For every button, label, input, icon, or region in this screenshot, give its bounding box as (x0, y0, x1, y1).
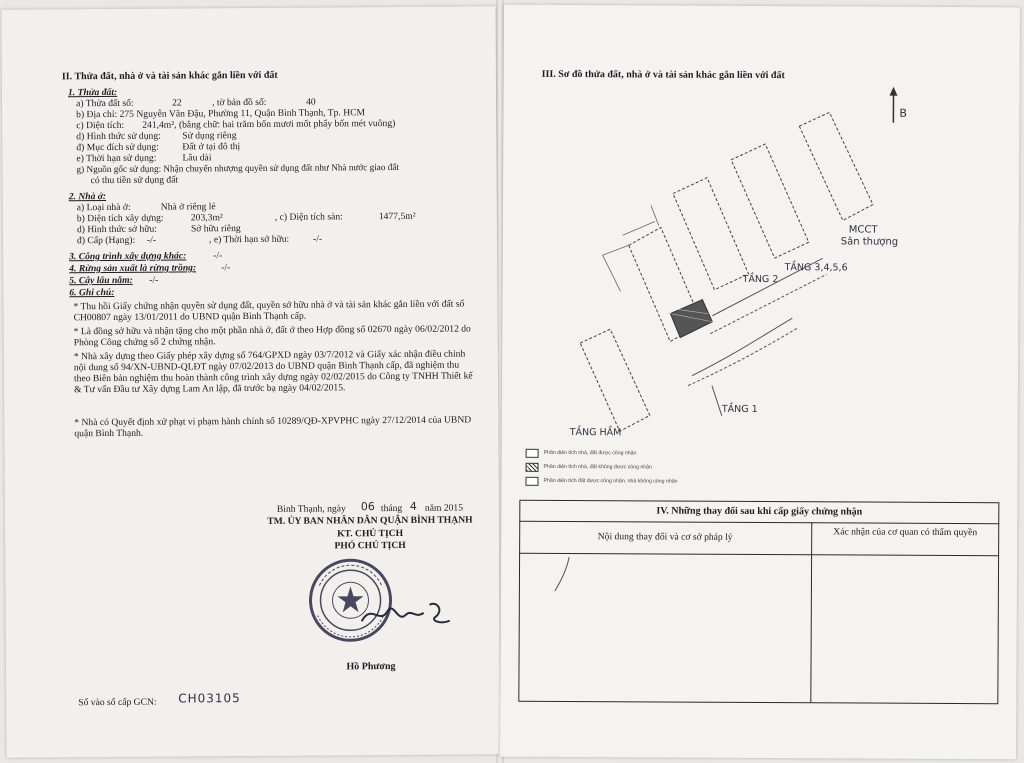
note-2: * Là đồng sở hữu và nhận tặng cho một phần nhà ở, đất ở theo Hợp đồng số 02670 ngày 06/02/2012 do Phòng Công chứng số 2 chứng nhận. (73, 323, 471, 349)
signer-org: TM. ỦY BAN NHÂN DÂN QUẬN BÌNH THẠNH (267, 514, 473, 527)
section-iii-heading: III. Sơ đồ thửa đất, nhà ở và tài sản khác gắn liền với đất (541, 68, 785, 82)
tang-1-label: TẦNG 1 (721, 403, 758, 415)
signer-name: Hồ Phương (346, 660, 396, 673)
map-sheet-label: , tờ bản đồ số: (212, 96, 267, 109)
house-type-value: Nhà ở riêng lẻ (160, 201, 216, 213)
forest-value: -/- (221, 262, 231, 274)
notes-title: 6. Ghi chú: (69, 286, 115, 299)
parcel-number-label: a) Thửa đất số: (76, 97, 134, 110)
changes-col-confirmation: Xác nhận của cơ quan có thẩm quyền (833, 526, 978, 539)
ownership-value: Sở hữu riêng (190, 223, 241, 235)
address-line: b) Địa chỉ: 275 Nguyễn Văn Đậu, Phường 11, Quận Bình Thạnh, Tp. HCM (76, 107, 366, 121)
own-term-label: , e) Thời hạn sở hữu: (208, 233, 290, 246)
forest-label: 4. Rừng sản xuất là rừng trồng: (69, 262, 197, 275)
other-works-label: 3. Công trình xây dựng khác: (69, 250, 187, 263)
date-prefix: Bình Thạnh, ngày (276, 503, 346, 515)
signature-icon (357, 595, 457, 636)
house-type-label: a) Loại nhà ở: (76, 201, 131, 214)
left-page (1, 6, 500, 757)
usage-form-label: d) Hình thức sử dụng: (76, 130, 161, 143)
san-thuong-label: Sân thượng (840, 236, 899, 248)
gcn-label: Số vào sổ cấp GCN: (78, 696, 157, 709)
floor-area-label: , c) Diện tích sàn: (274, 211, 343, 223)
house-title: 2. Nhà ở: (68, 191, 107, 203)
legend-recognized-swatch (526, 449, 539, 458)
signer-title: PHÓ CHỦ TỊCH (334, 539, 406, 552)
usage-term-label: e) Thời hạn sử dụng: (76, 152, 157, 165)
ownership-label: d) Hình thức sở hữu: (76, 223, 157, 236)
date-year: năm 2015 (424, 502, 464, 514)
floor-plan-diagram (562, 85, 914, 453)
origin-line-2: có thu tiền sử dụng đất (90, 174, 179, 187)
note-1: * Thu hồi Giấy chứng nhận quyền sử dụng đất, quyền sở hữu nhà ở và tài sản khác gắn liền với đất số CH00807 ngày 13/01/2011 do UBND quận Bình Thạnh cấp. (73, 298, 465, 324)
origin-line-1: g) Nguồn gốc sử dụng: Nhận chuyển nhượng quyền sử dụng đất như Nhà nước giao đất (76, 161, 399, 175)
other-works-value: -/- (213, 250, 223, 262)
map-sheet-value: 40 (306, 96, 316, 108)
legend-land-only: Phần diện tích đất được công nhận, nhà không công nhận (543, 477, 678, 485)
note-4: * Nhà có Quyết định xử phạt vi phạm hành chính số 10289/QĐ-XPVPHC ngày 27/12/2014 của UBND quận Bình Thạnh. (74, 414, 472, 440)
date-month-label: tháng (380, 502, 403, 515)
tang-2-label: TẦNG 2 (742, 273, 779, 286)
area-value: 241,4m², (bằng chữ: hai trăm bốn mươi mốt phẩy bốn mét vuông) (142, 117, 396, 131)
legend-unrecognized: Phần diện tích nhà, đất không được công nhận (543, 463, 652, 471)
grade-label: đ) Cấp (Hạng): (76, 234, 136, 247)
land-parcel-title: 1. Thửa đất: (67, 86, 118, 99)
note-3: * Nhà xây dựng theo Giấy phép xây dựng số 764/GPXD ngày 03/7/2012 và Giấy xác nhận điều chỉnh nội dung số 94/XN-UBND-QLĐT ngày 07/02/2013 do UBND quận Bình Thạnh cấp, đã nghiệm thu theo Biên bản nghiệm thu hoàn thành công trình xây dựng ngày 02/02/2015 do Công ty TNHH Thiết kế & Tư vấn Đầu tư Xây dựng Lam An lập, đã trước bạ ngày 04/02/2015. (73, 348, 473, 396)
changes-col-content: Nội dung thay đổi và cơ sở pháp lý (597, 531, 733, 543)
section-ii-heading: II. Thửa đất, nhà ở và tài sản khác gắn liền với đất (61, 69, 278, 83)
usage-form-value: Sử dụng riêng (182, 130, 237, 142)
pen-mark-icon (549, 555, 579, 595)
parcel-number-value: 22 (172, 97, 182, 109)
date-month: 4 (409, 499, 417, 513)
legend-recognized: Phần diện tích nhà, đất được công nhận (543, 449, 637, 457)
right-page (500, 5, 1020, 760)
legend-land-only-swatch (525, 477, 538, 486)
north-label: B (899, 106, 907, 120)
perennial-label: 5. Cây lâu năm: (69, 274, 133, 287)
tang-ham-label: TẦNG HẦM (569, 427, 622, 439)
grade-value: -/- (146, 234, 157, 246)
date-day: 06 (360, 500, 375, 514)
usage-purpose-label: đ) Mục đích sử dụng: (76, 141, 159, 154)
tang-3456-label: TẦNG 3,4,5,6 (784, 262, 848, 274)
area-label: c) Diện tích: (76, 119, 125, 132)
signer-deputy: KT. CHỦ TỊCH (337, 527, 404, 540)
own-term-value: -/- (312, 233, 323, 245)
gcn-value: CH03105 (178, 691, 241, 706)
changes-table-title: IV. Những thay đổi sau khi cấp giấy chứng nhận (656, 505, 863, 518)
legend-unrecognized-swatch (526, 463, 539, 472)
usage-purpose-value: Đất ở tại đô thị (182, 141, 241, 153)
perennial-value: -/- (149, 274, 159, 286)
floor-area-value: 1477,5m² (378, 210, 416, 223)
build-area-label: b) Diện tích xây dựng: (76, 212, 164, 225)
mcct-label: MCCT (848, 224, 878, 236)
usage-term-value: Lâu dài (182, 152, 212, 164)
build-area-value: 203,3m² (190, 212, 223, 224)
